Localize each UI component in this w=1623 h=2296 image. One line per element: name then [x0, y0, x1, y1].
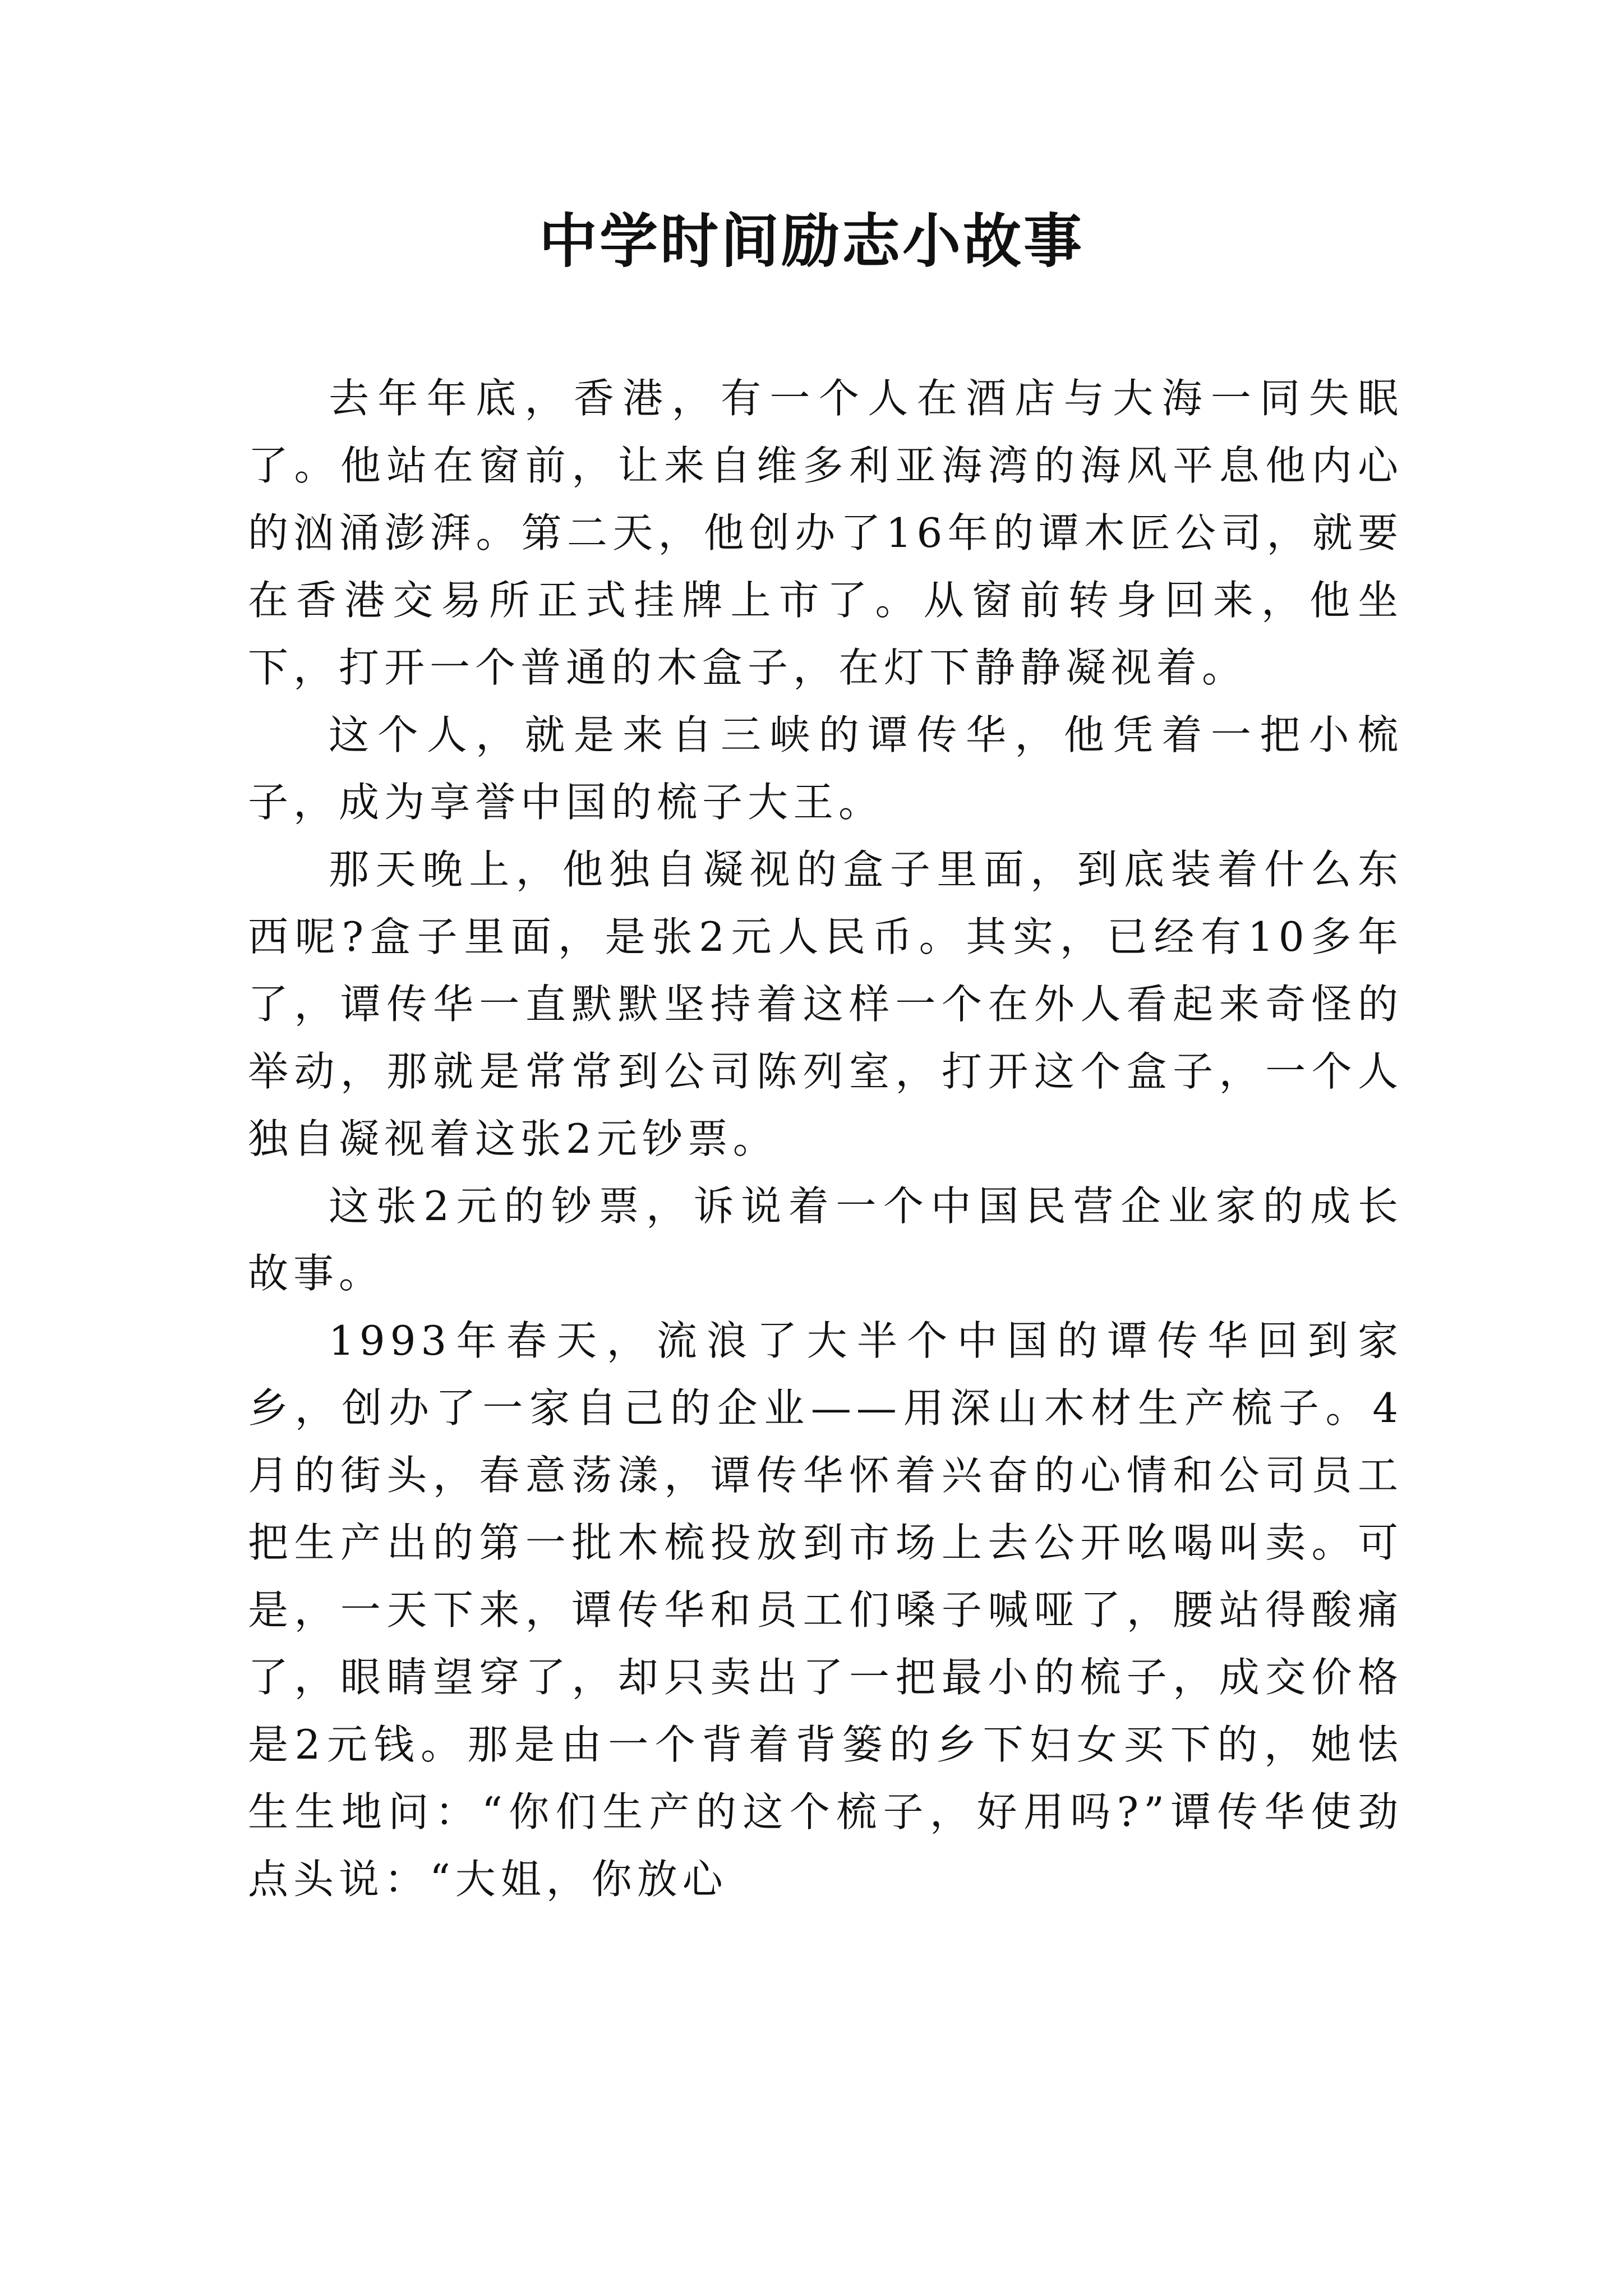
paragraph: 这个人，就是来自三峡的谭传华，他凭着一把小梳子，成为享誉中国的梳子大王。 [248, 711, 1403, 826]
paragraph: 1993年春天，流浪了大半个中国的谭传华回到家乡，创办了一家自己的企业——用深山木材生产梳子。4月的街头，春意荡漾，谭传华怀着兴奋的心情和公司员工把生产出的第一批木梳投放到市场上去公开吆喝叫卖。可是，一天下来，谭传华和员工们嗓子喊哑了，腰站得酸痛了，眼睛望穿了，却只卖出了一把最小的梳子，成交价格是2元钱。那是由一个背着背篓的乡下妇女买下的，她怯生生地问：“你们生产的这个梳子，好用吗?”谭传华使劲点头说：“大姐，你放心 [248, 1317, 1403, 1903]
paragraph: 这张2元的钞票，诉说着一个中国民营企业家的成长故事。 [248, 1182, 1403, 1297]
paragraph: 那天晚上，他独自凝视的盒子里面，到底装着什么东西呢?盒子里面，是张2元人民币。其实，已经有10多年了，谭传华一直默默坚持着这样一个在外人看起来奇怪的举动，那就是常常到公司陈列室，打开这个盒子，一个人独自凝视着这张2元钞票。 [248, 846, 1403, 1162]
document-body [248, 365, 1403, 1913]
paragraph: 去年年底，香港，有一个人在酒店与大海一同失眠了。他站在窗前，让来自维多利亚海湾的海风平息他内心的汹涌澎湃。第二天，他创办了16年的谭木匠公司，就要在香港交易所正式挂牌上市了。从窗前转身回来，他坐下，打开一个普通的木盒子，在灯下静静凝视着。 [248, 375, 1403, 691]
document-title: 中学时间励志小故事 [538, 206, 1084, 275]
